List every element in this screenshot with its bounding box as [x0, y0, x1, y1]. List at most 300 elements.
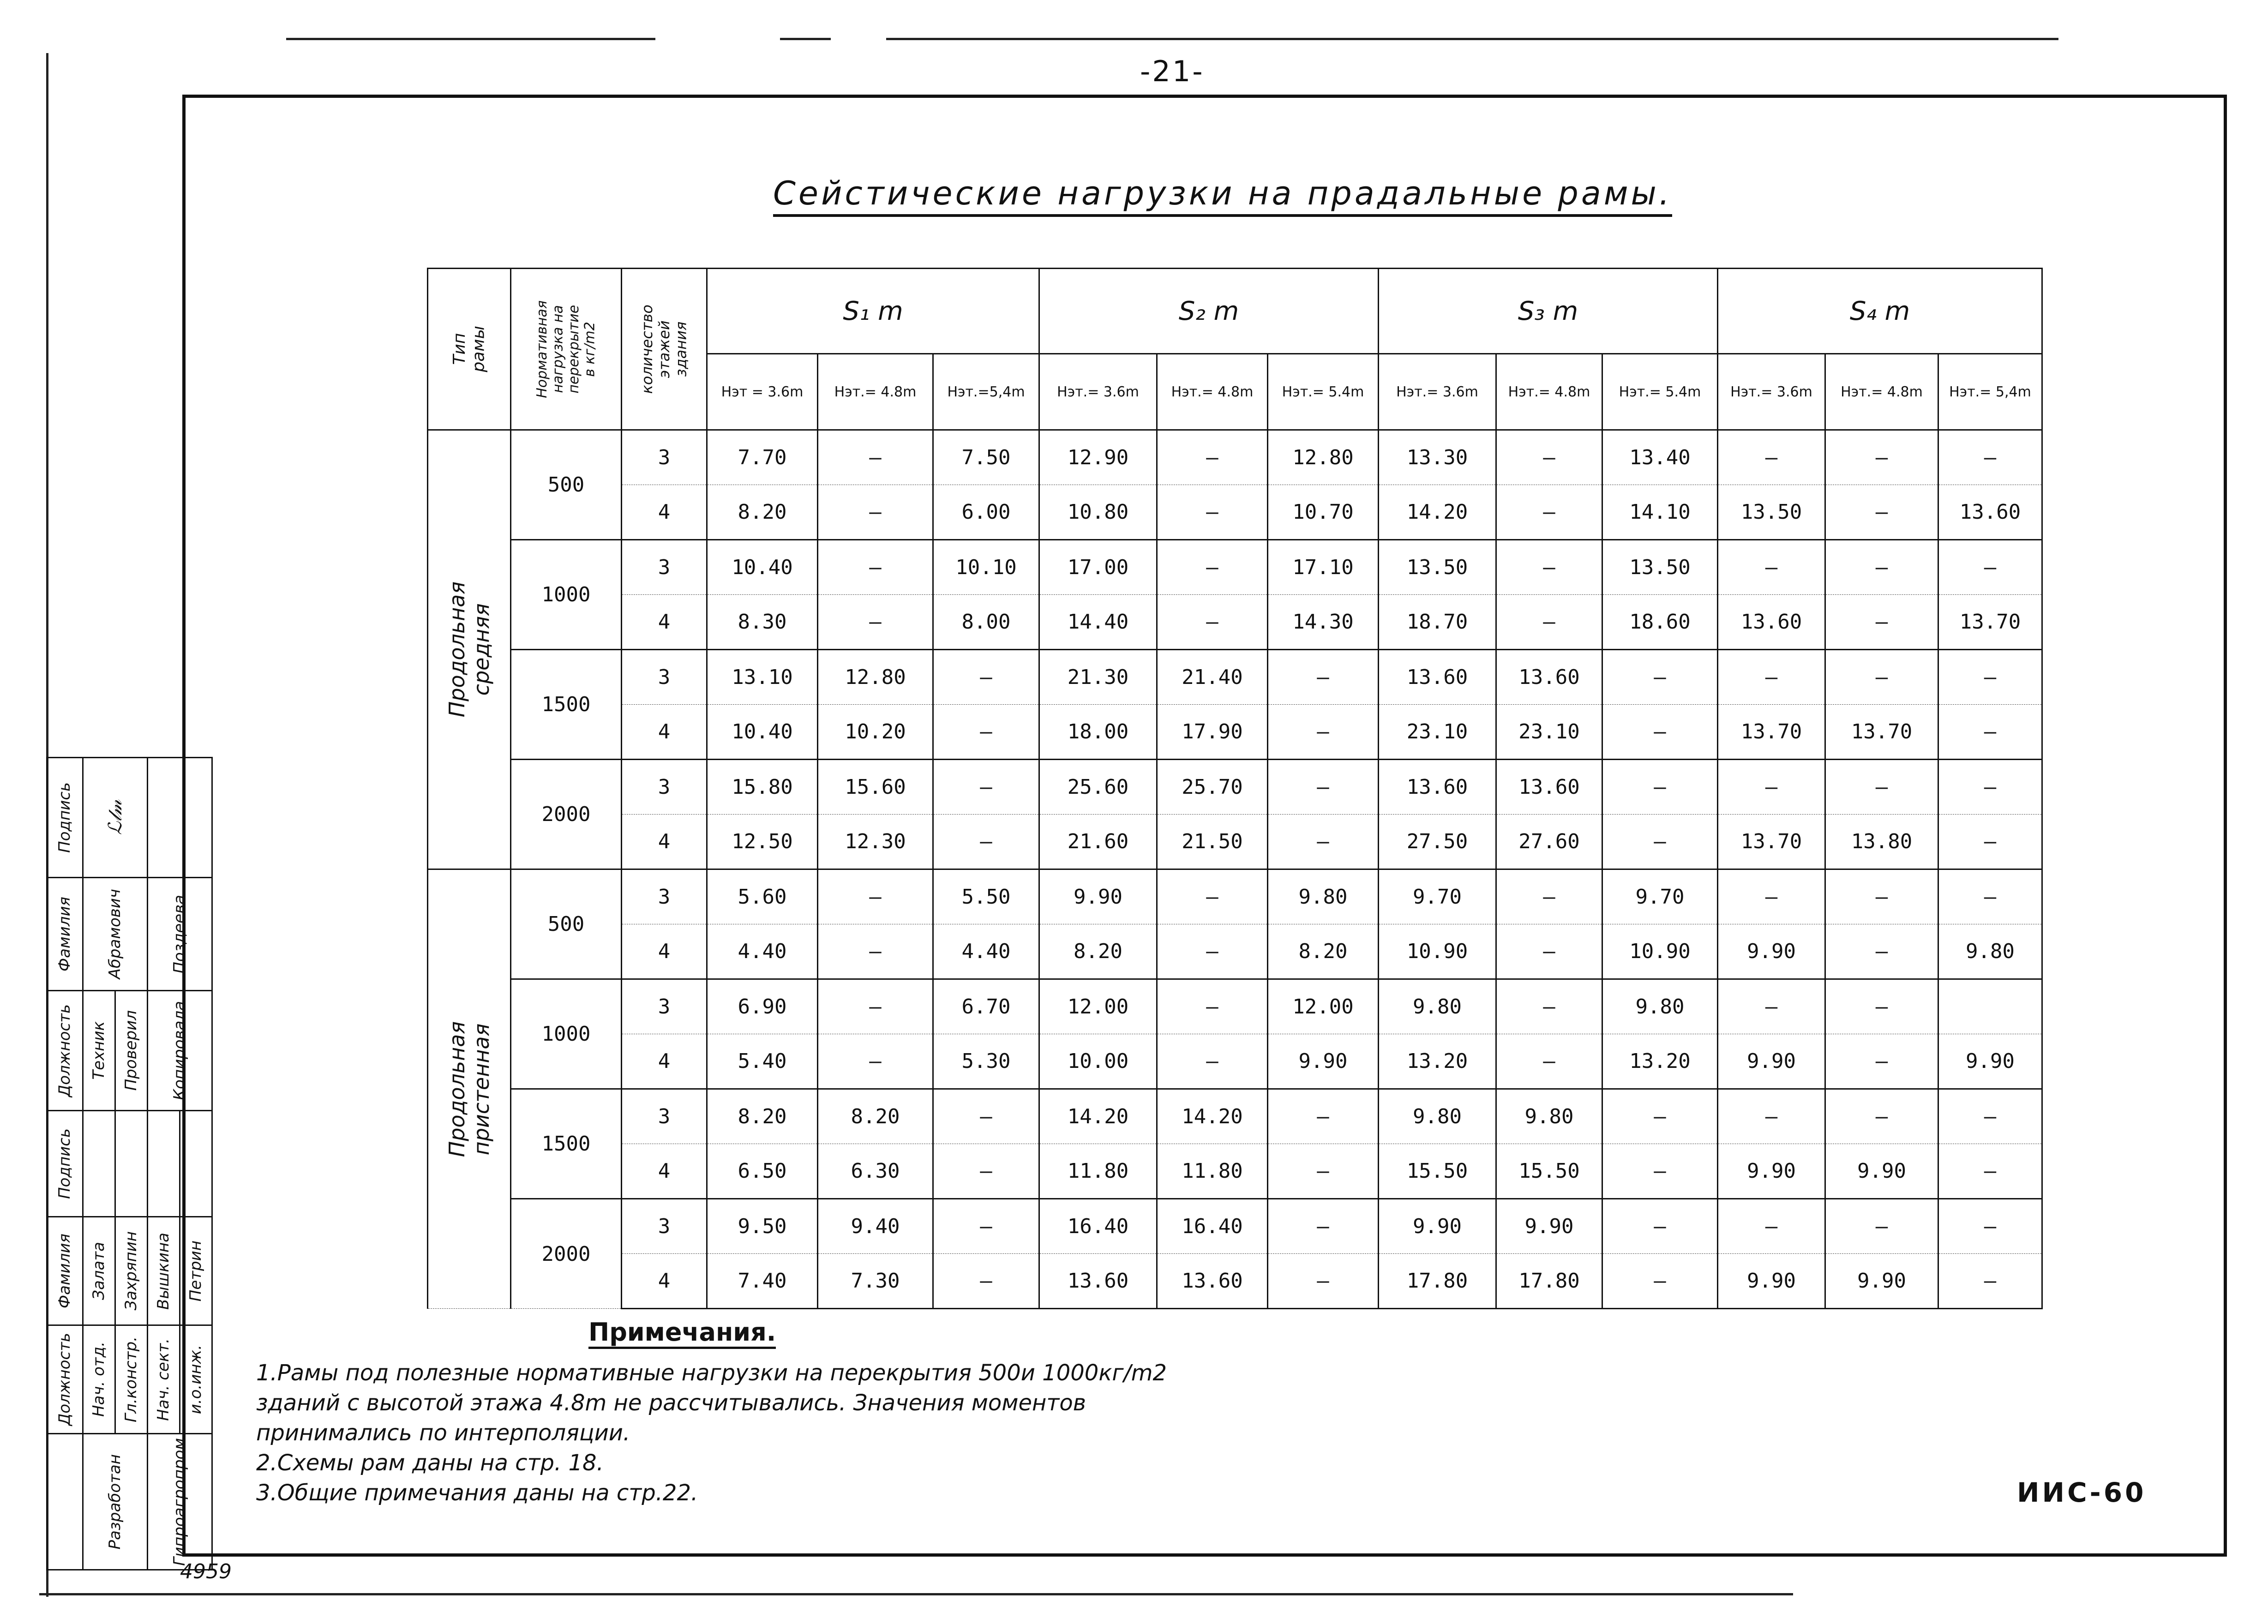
sidebar-row-signature [47, 758, 212, 878]
load-cell: 1000 [511, 540, 622, 650]
value-cell: — [1938, 1254, 2042, 1309]
value-cell: 21.40 [1157, 650, 1268, 705]
table-body [428, 430, 2042, 1309]
value-cell: 10.40 [707, 705, 818, 760]
value-cell: 9.80 [1496, 1089, 1602, 1144]
value-cell: 18.60 [1602, 595, 1718, 650]
value-cell: 15.50 [1496, 1144, 1602, 1199]
table-row [428, 1089, 2042, 1144]
sidebar-cell [83, 1111, 115, 1217]
value-cell: 9.90 [1718, 924, 1825, 979]
value-cell: 17.80 [1496, 1254, 1602, 1309]
table-row [428, 979, 2042, 1034]
header-frame-type: Тип рамы [428, 269, 511, 430]
value-cell: — [1602, 760, 1718, 815]
value-cell: 6.70 [933, 979, 1039, 1034]
header-height: Нэт.= 5,4m [1938, 354, 2042, 430]
header-height: Нэт.= 4.8m [1157, 354, 1268, 430]
value-cell: 10.80 [1039, 485, 1157, 540]
value-cell: 14.10 [1602, 485, 1718, 540]
value-cell: 8.30 [707, 595, 818, 650]
value-cell: — [1496, 869, 1602, 924]
value-cell: — [1825, 540, 1938, 595]
value-cell: 5.40 [707, 1034, 818, 1089]
header-height: Нэт.= 5.4m [1602, 354, 1718, 430]
value-cell: 17.00 [1039, 540, 1157, 595]
sidebar-cell [83, 758, 148, 878]
value-cell: — [1157, 869, 1268, 924]
frame-type-cell: Продольная средняя [428, 430, 511, 869]
value-cell: — [1938, 1089, 2042, 1144]
table-row [428, 485, 2042, 540]
value-cell: 13.30 [1379, 430, 1496, 485]
sidebar-cell [47, 1434, 83, 1570]
sidebar-row-names-1 [47, 1217, 212, 1325]
value-cell: — [1496, 1034, 1602, 1089]
note-line: 1.Рамы под полезные нормативные нагрузки на перекрытия 500и 1000кг/m2 [256, 1360, 1167, 1386]
value-cell: 10.70 [1268, 485, 1379, 540]
value-cell: — [1496, 924, 1602, 979]
value-cell: — [1825, 924, 1938, 979]
value-cell: 9.90 [1938, 1034, 2042, 1089]
sidebar-cell: Поздеева [148, 878, 212, 991]
value-cell: 6.50 [707, 1144, 818, 1199]
load-cell: 1000 [511, 979, 622, 1089]
seismic-load-table [427, 268, 2043, 1309]
value-cell: — [933, 1144, 1039, 1199]
value-cell: 18.70 [1379, 595, 1496, 650]
value-cell: 12.80 [1268, 430, 1379, 485]
sidebar-cell: Техник [83, 991, 115, 1111]
sidebar-cell: Нач. отд. [83, 1325, 115, 1434]
value-cell: — [1496, 595, 1602, 650]
value-cell: 11.80 [1039, 1144, 1157, 1199]
value-cell: — [1496, 485, 1602, 540]
value-cell: 13.70 [1718, 705, 1825, 760]
table-row [428, 815, 2042, 869]
header-row-groups [428, 269, 2042, 354]
header-floor-count: количество этажей здания [622, 269, 707, 430]
value-cell: 27.50 [1379, 815, 1496, 869]
sidebar-col-header: Подпись [47, 758, 83, 878]
value-cell: — [1825, 1199, 1938, 1254]
value-cell: — [1157, 430, 1268, 485]
sidebar-col-header: Должность [47, 991, 83, 1111]
value-cell: — [1602, 1199, 1718, 1254]
floors-cell: 4 [622, 1034, 707, 1089]
value-cell: 5.30 [933, 1034, 1039, 1089]
value-cell: 6.90 [707, 979, 818, 1034]
sidebar-col-header: Подпись [47, 1111, 83, 1217]
floors-cell: 4 [622, 705, 707, 760]
sidebar-row-signature-1 [47, 1111, 212, 1217]
value-cell: 27.60 [1496, 815, 1602, 869]
value-cell: — [1718, 430, 1825, 485]
floors-cell: 4 [622, 1254, 707, 1309]
floors-cell: 3 [622, 430, 707, 485]
value-cell: — [1718, 760, 1825, 815]
value-cell: 9.80 [1379, 979, 1496, 1034]
value-cell: — [1496, 979, 1602, 1034]
value-cell: 14.20 [1157, 1089, 1268, 1144]
value-cell: 14.40 [1039, 595, 1157, 650]
value-cell: — [1268, 1199, 1379, 1254]
value-cell: 13.40 [1602, 430, 1718, 485]
sidebar-cell: Вышкина [148, 1217, 180, 1325]
value-cell: — [1496, 540, 1602, 595]
document-code: ИИС-60 [2017, 1477, 2147, 1508]
value-cell: 14.20 [1039, 1089, 1157, 1144]
value-cell: — [933, 1089, 1039, 1144]
value-cell: 9.50 [707, 1199, 818, 1254]
sidebar-cell: Проверил [115, 991, 148, 1111]
value-cell: 12.80 [818, 650, 933, 705]
value-cell: 13.50 [1602, 540, 1718, 595]
sidebar-cell: Копировала [148, 991, 212, 1111]
value-cell: 9.90 [1825, 1254, 1938, 1309]
floors-cell: 4 [622, 1144, 707, 1199]
value-cell [1938, 979, 2042, 1034]
table-row [428, 650, 2042, 705]
value-cell: — [1602, 705, 1718, 760]
value-cell: 23.10 [1496, 705, 1602, 760]
value-cell: 13.60 [1379, 650, 1496, 705]
table-row [428, 924, 2042, 979]
value-cell: — [1825, 430, 1938, 485]
value-cell: 13.60 [1039, 1254, 1157, 1309]
value-cell: — [1938, 430, 2042, 485]
value-cell: — [1602, 650, 1718, 705]
value-cell: 10.10 [933, 540, 1039, 595]
header-height: Нэт = 3.6m [707, 354, 818, 430]
value-cell: — [1718, 979, 1825, 1034]
value-cell: 17.10 [1268, 540, 1379, 595]
value-cell: — [1157, 979, 1268, 1034]
header-s3: S₃ m [1379, 269, 1718, 354]
value-cell: 9.80 [1938, 924, 2042, 979]
value-cell: 9.90 [1379, 1199, 1496, 1254]
value-cell: 13.10 [707, 650, 818, 705]
header-height: Нэт.= 4.8m [818, 354, 933, 430]
value-cell: 10.90 [1602, 924, 1718, 979]
floors-cell: 4 [622, 485, 707, 540]
value-cell: — [818, 979, 933, 1034]
value-cell: 12.50 [707, 815, 818, 869]
value-cell: — [933, 1199, 1039, 1254]
value-cell: 10.90 [1379, 924, 1496, 979]
value-cell: 9.40 [818, 1199, 933, 1254]
signature-title-block [46, 757, 213, 1570]
value-cell: 21.30 [1039, 650, 1157, 705]
value-cell: 7.30 [818, 1254, 933, 1309]
value-cell: — [933, 705, 1039, 760]
value-cell: — [1157, 595, 1268, 650]
value-cell: 17.80 [1379, 1254, 1496, 1309]
sidebar-col-header: Фамилия [47, 878, 83, 991]
value-cell: 8.20 [818, 1089, 933, 1144]
header-height: Нэт.= 4.8m [1496, 354, 1602, 430]
header-height: Нэт.= 3.6m [1718, 354, 1825, 430]
value-cell: — [1602, 1089, 1718, 1144]
value-cell: — [1157, 924, 1268, 979]
value-cell: — [1825, 595, 1938, 650]
value-cell: 16.40 [1039, 1199, 1157, 1254]
value-cell: — [1938, 1144, 2042, 1199]
load-cell: 2000 [511, 1199, 622, 1309]
table-row [428, 869, 2042, 924]
value-cell: — [1718, 1089, 1825, 1144]
value-cell: — [933, 1254, 1039, 1309]
frame-type-cell: Продольная пристенная [428, 869, 511, 1309]
value-cell: — [818, 485, 933, 540]
table-row [428, 1144, 2042, 1199]
table-row [428, 1034, 2042, 1089]
value-cell: 7.50 [933, 430, 1039, 485]
value-cell: 8.00 [933, 595, 1039, 650]
value-cell: 5.60 [707, 869, 818, 924]
floors-cell: 3 [622, 650, 707, 705]
table-row [428, 1199, 2042, 1254]
sidebar-row-positions-2 [47, 991, 212, 1111]
note-line: принимались по интерполяции. [256, 1420, 630, 1446]
value-cell: 10.00 [1039, 1034, 1157, 1089]
floors-cell: 3 [622, 869, 707, 924]
value-cell: 4.40 [707, 924, 818, 979]
value-cell: 9.90 [1718, 1144, 1825, 1199]
value-cell: 10.40 [707, 540, 818, 595]
floors-cell: 3 [622, 979, 707, 1034]
value-cell: — [1825, 1034, 1938, 1089]
value-cell: 13.50 [1718, 485, 1825, 540]
value-cell: 13.60 [1379, 760, 1496, 815]
floors-cell: 3 [622, 1089, 707, 1144]
value-cell: 4.40 [933, 924, 1039, 979]
note-line: 2.Схемы рам даны на стр. 18. [256, 1450, 604, 1476]
floors-cell: 4 [622, 815, 707, 869]
sidebar-cell: Гипроагропром [148, 1434, 212, 1570]
value-cell: 21.50 [1157, 815, 1268, 869]
value-cell: — [1718, 869, 1825, 924]
floors-cell: 3 [622, 760, 707, 815]
value-cell: — [818, 924, 933, 979]
floors-cell: 3 [622, 540, 707, 595]
table-row [428, 1254, 2042, 1309]
value-cell: — [1938, 650, 2042, 705]
handwritten-signature: ℒ𝓁𝓂 [104, 800, 126, 835]
value-cell: — [1602, 1254, 1718, 1309]
value-cell: — [818, 1034, 933, 1089]
value-cell: — [1496, 430, 1602, 485]
table-row [428, 540, 2042, 595]
value-cell: 21.60 [1039, 815, 1157, 869]
value-cell: 11.80 [1157, 1144, 1268, 1199]
value-cell: — [818, 430, 933, 485]
value-cell: 9.90 [1039, 869, 1157, 924]
value-cell: 13.60 [1496, 650, 1602, 705]
value-cell: — [1268, 1089, 1379, 1144]
value-cell: — [1268, 760, 1379, 815]
value-cell: 9.90 [1825, 1144, 1938, 1199]
floors-cell: 4 [622, 595, 707, 650]
value-cell: 14.30 [1268, 595, 1379, 650]
sidebar-cell: Гл.констр. [115, 1325, 148, 1434]
value-cell: — [1825, 760, 1938, 815]
value-cell: 13.80 [1825, 815, 1938, 869]
bottom-rule [39, 1593, 1793, 1595]
value-cell: 18.00 [1039, 705, 1157, 760]
page-number: -21- [1140, 54, 1205, 88]
load-cell: 2000 [511, 760, 622, 869]
value-cell: — [1825, 979, 1938, 1034]
value-cell: 13.70 [1718, 815, 1825, 869]
value-cell: 10.20 [818, 705, 933, 760]
header-height: Нэт.=5,4m [933, 354, 1039, 430]
table-row [428, 430, 2042, 485]
value-cell: — [1938, 869, 2042, 924]
value-cell: 7.70 [707, 430, 818, 485]
value-cell: — [1938, 1199, 2042, 1254]
value-cell: — [1825, 650, 1938, 705]
value-cell: 12.00 [1268, 979, 1379, 1034]
value-cell: 9.80 [1602, 979, 1718, 1034]
value-cell: — [818, 595, 933, 650]
table-row [428, 705, 2042, 760]
value-cell: — [1602, 815, 1718, 869]
value-cell: — [1602, 1144, 1718, 1199]
value-cell: 8.20 [707, 485, 818, 540]
value-cell: 13.60 [1718, 595, 1825, 650]
header-s2: S₂ m [1039, 269, 1379, 354]
value-cell: 12.30 [818, 815, 933, 869]
floors-cell: 3 [622, 1199, 707, 1254]
sidebar-cell: Нач. сект. [148, 1325, 180, 1434]
value-cell: 6.30 [818, 1144, 933, 1199]
header-height: Нэт.= 3.6m [1379, 354, 1496, 430]
value-cell: — [1938, 760, 2042, 815]
header-height: Нэт.= 3.6m [1039, 354, 1157, 430]
header-s1: S₁ m [707, 269, 1039, 354]
value-cell: — [1938, 815, 2042, 869]
value-cell: 13.70 [1825, 705, 1938, 760]
sidebar-cell: Петрин [180, 1217, 212, 1325]
top-rule-right [886, 38, 2058, 40]
value-cell: 9.80 [1379, 1089, 1496, 1144]
value-cell: 5.50 [933, 869, 1039, 924]
sidebar-cell [148, 1111, 180, 1217]
value-cell: — [1157, 540, 1268, 595]
value-cell: 17.90 [1157, 705, 1268, 760]
value-cell: — [1268, 1254, 1379, 1309]
value-cell: — [1938, 540, 2042, 595]
value-cell: 12.00 [1039, 979, 1157, 1034]
value-cell: 16.40 [1157, 1199, 1268, 1254]
load-cell: 500 [511, 869, 622, 979]
table-row [428, 760, 2042, 815]
sidebar-cell: и.о.инж. [180, 1325, 212, 1434]
value-cell: 13.70 [1938, 595, 2042, 650]
value-cell: 23.10 [1379, 705, 1496, 760]
table-row [428, 595, 2042, 650]
value-cell: — [933, 815, 1039, 869]
header-height: Нэт.= 4.8m [1825, 354, 1938, 430]
value-cell: 13.20 [1602, 1034, 1718, 1089]
value-cell: — [933, 760, 1039, 815]
load-cell: 500 [511, 430, 622, 540]
header-s4: S₄ m [1718, 269, 2042, 354]
value-cell: — [1825, 869, 1938, 924]
value-cell: 12.90 [1039, 430, 1157, 485]
value-cell: — [1268, 815, 1379, 869]
value-cell: — [1718, 1199, 1825, 1254]
value-cell: 13.60 [1938, 485, 2042, 540]
value-cell: 9.70 [1379, 869, 1496, 924]
note-line: зданий с высотой этажа 4.8m не рассчитывались. Значения моментов [256, 1390, 1086, 1416]
value-cell: 9.90 [1268, 1034, 1379, 1089]
value-cell: 8.20 [707, 1089, 818, 1144]
sidebar-row-positions-1 [47, 1325, 212, 1434]
value-cell: — [1157, 1034, 1268, 1089]
value-cell: 6.00 [933, 485, 1039, 540]
value-cell: 13.20 [1379, 1034, 1496, 1089]
top-rule-mid [780, 38, 831, 40]
value-cell: — [1718, 540, 1825, 595]
value-cell: — [818, 540, 933, 595]
value-cell: 9.90 [1718, 1034, 1825, 1089]
header-height: Нэт.= 5.4m [1268, 354, 1379, 430]
value-cell: 13.50 [1379, 540, 1496, 595]
value-cell: 25.60 [1039, 760, 1157, 815]
value-cell: 13.60 [1496, 760, 1602, 815]
sidebar-col-header: Фамилия [47, 1217, 83, 1325]
value-cell: 9.90 [1496, 1199, 1602, 1254]
value-cell: — [1825, 485, 1938, 540]
value-cell: 25.70 [1157, 760, 1268, 815]
sidebar-cell [180, 1111, 212, 1217]
value-cell: 8.20 [1268, 924, 1379, 979]
value-cell: 15.80 [707, 760, 818, 815]
value-cell: 9.90 [1718, 1254, 1825, 1309]
sidebar-row-names-2 [47, 878, 212, 991]
value-cell: 15.50 [1379, 1144, 1496, 1199]
value-cell: — [933, 650, 1039, 705]
value-cell: — [1938, 705, 2042, 760]
sidebar-cell [148, 758, 212, 878]
value-cell: 9.70 [1602, 869, 1718, 924]
sidebar-cell: Залата [83, 1217, 115, 1325]
load-cell: 1500 [511, 650, 622, 760]
value-cell: 9.80 [1268, 869, 1379, 924]
floors-cell: 4 [622, 924, 707, 979]
document-title: Сейстические нагрузки на прадальные рамы. [773, 174, 1672, 217]
sidebar-row-orgs [47, 1434, 212, 1570]
notes-title: Примечания. [588, 1318, 776, 1349]
sidebar-cell: Захряпин [115, 1217, 148, 1325]
value-cell: — [818, 869, 933, 924]
value-cell: — [1268, 650, 1379, 705]
value-cell: 7.40 [707, 1254, 818, 1309]
value-cell: — [1268, 1144, 1379, 1199]
load-cell: 1500 [511, 1089, 622, 1199]
top-rule-left [286, 38, 655, 40]
value-cell: — [1268, 705, 1379, 760]
value-cell: 13.60 [1157, 1254, 1268, 1309]
value-cell: 8.20 [1039, 924, 1157, 979]
corner-mark: 4959 [180, 1560, 232, 1583]
header-normative-load: Нормативная нагрузка на перекрытие в кг/m2 [511, 269, 622, 430]
value-cell: 15.60 [818, 760, 933, 815]
note-line: 3.Общие примечания даны на стр.22. [256, 1480, 698, 1506]
value-cell: — [1157, 485, 1268, 540]
